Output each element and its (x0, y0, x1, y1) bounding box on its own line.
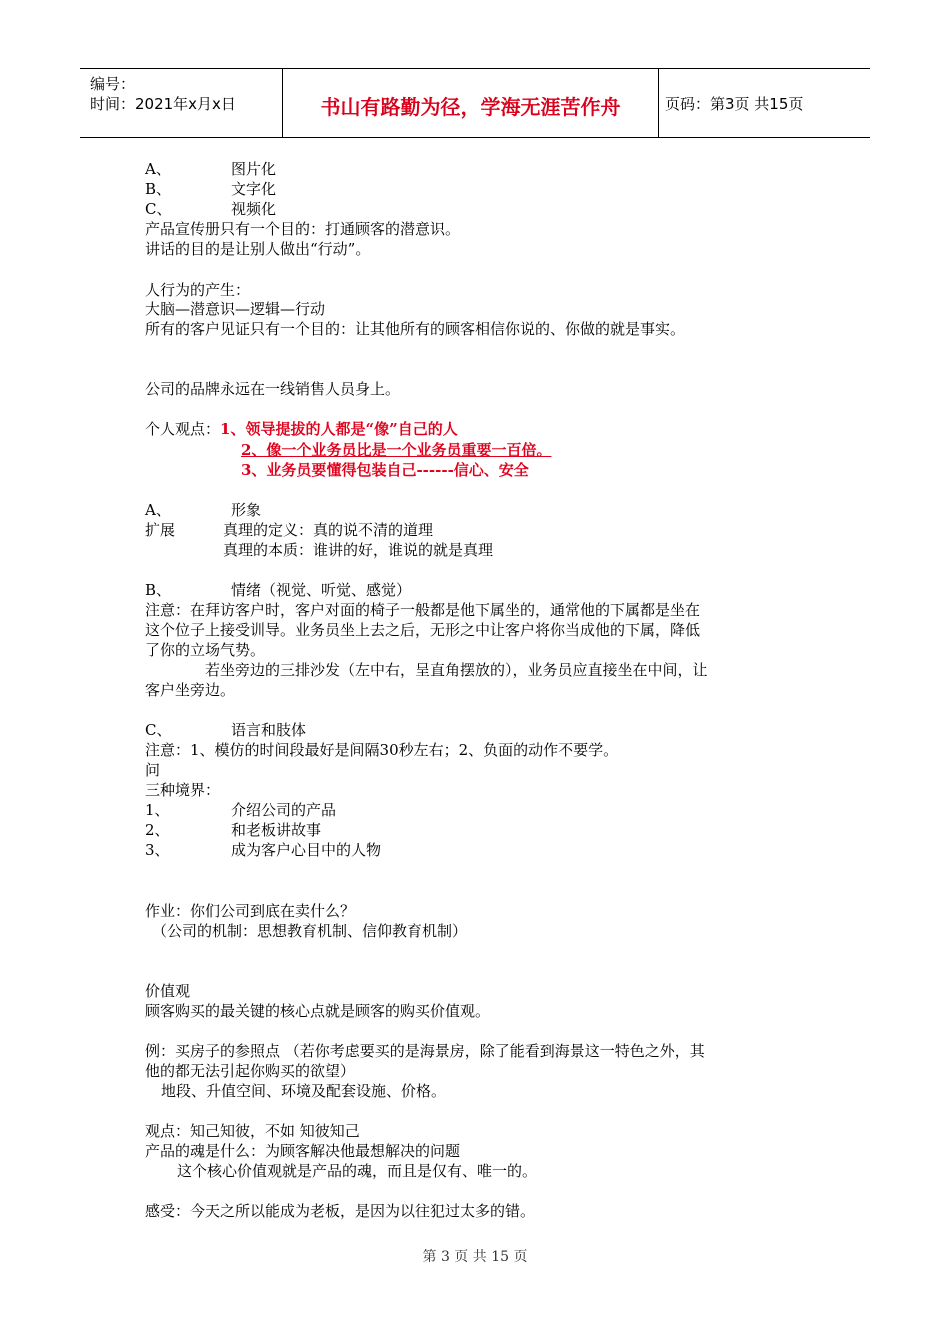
highlight-text: 2、像一个业务员比是一个业务员重要一百倍。 (241, 441, 552, 459)
opinion-prefix: 个人观点： (145, 420, 221, 438)
paragraph: 大脑—潜意识—逻辑—行动 (145, 300, 326, 318)
list-marker: A、 (145, 501, 171, 519)
paragraph: 公司的品牌永远在一线销售人员身上。 (145, 380, 401, 398)
paragraph: 注意：1、模仿的时间段最好是间隔30秒左右；2、负面的动作不要学。 (145, 741, 619, 759)
definition-text: 真理的定义：真的说不清的道理 (223, 521, 434, 539)
definition-label: 扩展 (145, 521, 176, 539)
list-text: 情绪（视觉、听觉、感觉） (231, 581, 412, 599)
paragraph: 感受：今天之所以能成为老板，是因为以往犯过太多的错。 (145, 1202, 536, 1220)
list-text: 文字化 (231, 180, 277, 198)
list-text: 和老板讲故事 (231, 821, 322, 839)
list-marker: A、 (145, 160, 171, 178)
list-item (145, 179, 276, 199)
number-label: 编号： (90, 75, 136, 93)
list-marker: 3、 (145, 841, 170, 859)
list-text: 介绍公司的产品 (231, 801, 337, 819)
paragraph: 问 (145, 761, 161, 779)
paragraph: （公司的机制：思想教育机制、信仰教育机制） (152, 922, 468, 940)
paragraph: 讲话的目的是让别人做出“行动”。 (145, 240, 371, 258)
definition-line (145, 520, 433, 540)
definition-text: 真理的本质：谁讲的好，谁说的就是真理 (223, 541, 494, 559)
date-label: 时间：2021年x月x日 (90, 95, 236, 113)
list-item (145, 199, 276, 219)
list-text: 成为客户心目中的人物 (231, 841, 382, 859)
highlight-text: 3、业务员要懂得包装自己------信心、安全 (241, 461, 529, 479)
list-text: 形象 (231, 501, 262, 519)
list-item (145, 840, 381, 860)
list-item (145, 720, 306, 740)
list-marker: C、 (145, 200, 172, 218)
paragraph: 了你的立场气势。 (145, 641, 266, 659)
list-text: 语言和肢体 (231, 721, 307, 739)
paragraph: 这个核心价值观就是产品的魂，而且是仅有、唯一的。 (177, 1162, 538, 1180)
header-motto-cell (283, 69, 659, 137)
list-text: 视频化 (231, 200, 277, 218)
paragraph: 他的都无法引起你购买的欲望） (145, 1062, 356, 1080)
highlight-text: 1、领导提拔的人都是“像”自己的人 (220, 420, 458, 438)
list-item (145, 800, 336, 820)
paragraph: 所有的客户见证只有一个目的：让其他所有的顾客相信你说的、你做的就是事实。 (145, 320, 686, 338)
page-number-label: 页码：第3页 共15页 (665, 95, 804, 113)
paragraph: 观点：知己知彼，不如 知彼知己 (145, 1122, 360, 1140)
paragraph: 人行为的产生： (145, 281, 251, 299)
list-marker: B、 (145, 180, 172, 198)
opinion-line (145, 419, 458, 439)
list-marker: 1、 (145, 801, 170, 819)
list-text: 图片化 (231, 160, 277, 178)
paragraph: 顾客购买的最关键的核心点就是顾客的购买价值观。 (145, 1002, 491, 1020)
paragraph: 例：买房子的参照点 （若你考虑要买的是海景房，除了能看到海景这一特色之外，其 (145, 1042, 705, 1060)
paragraph: 若坐旁边的三排沙发（左中右，呈直角摆放的），业务员应直接坐在中间，让 (205, 661, 708, 679)
list-item (145, 580, 411, 600)
motto-text: 书山有路勤为径，学海无涯苦作舟 (320, 95, 621, 119)
paragraph: 地段、升值空间、环境及配套设施、价格。 (161, 1082, 447, 1100)
list-marker: 2、 (145, 821, 170, 839)
paragraph: 产品宣传册只有一个目的：打通顾客的潜意识。 (145, 220, 461, 238)
page-header (80, 68, 870, 138)
list-item (145, 159, 276, 179)
list-marker: B、 (145, 581, 172, 599)
list-item (145, 820, 321, 840)
header-meta-cell (80, 69, 283, 137)
paragraph: 三种境界： (145, 781, 221, 799)
page-footer: 第 3 页 共 15 页 (422, 1249, 528, 1265)
paragraph: 客户坐旁边。 (145, 681, 236, 699)
paragraph: 这个位子上接受训导。业务员坐上去之后，无形之中让客户将你当成他的下属，降低 (145, 621, 701, 639)
paragraph: 价值观 (145, 982, 191, 1000)
list-marker: C、 (145, 721, 172, 739)
list-item (145, 500, 261, 520)
paragraph: 产品的魂是什么：为顾客解决他最想解决的问题 (145, 1142, 461, 1160)
paragraph: 作业：你们公司到底在卖什么？ (145, 902, 356, 920)
header-page-cell (659, 69, 870, 137)
paragraph: 注意：在拜访客户时，客户对面的椅子一般都是他下属坐的，通常他的下属都是坐在 (145, 601, 701, 619)
